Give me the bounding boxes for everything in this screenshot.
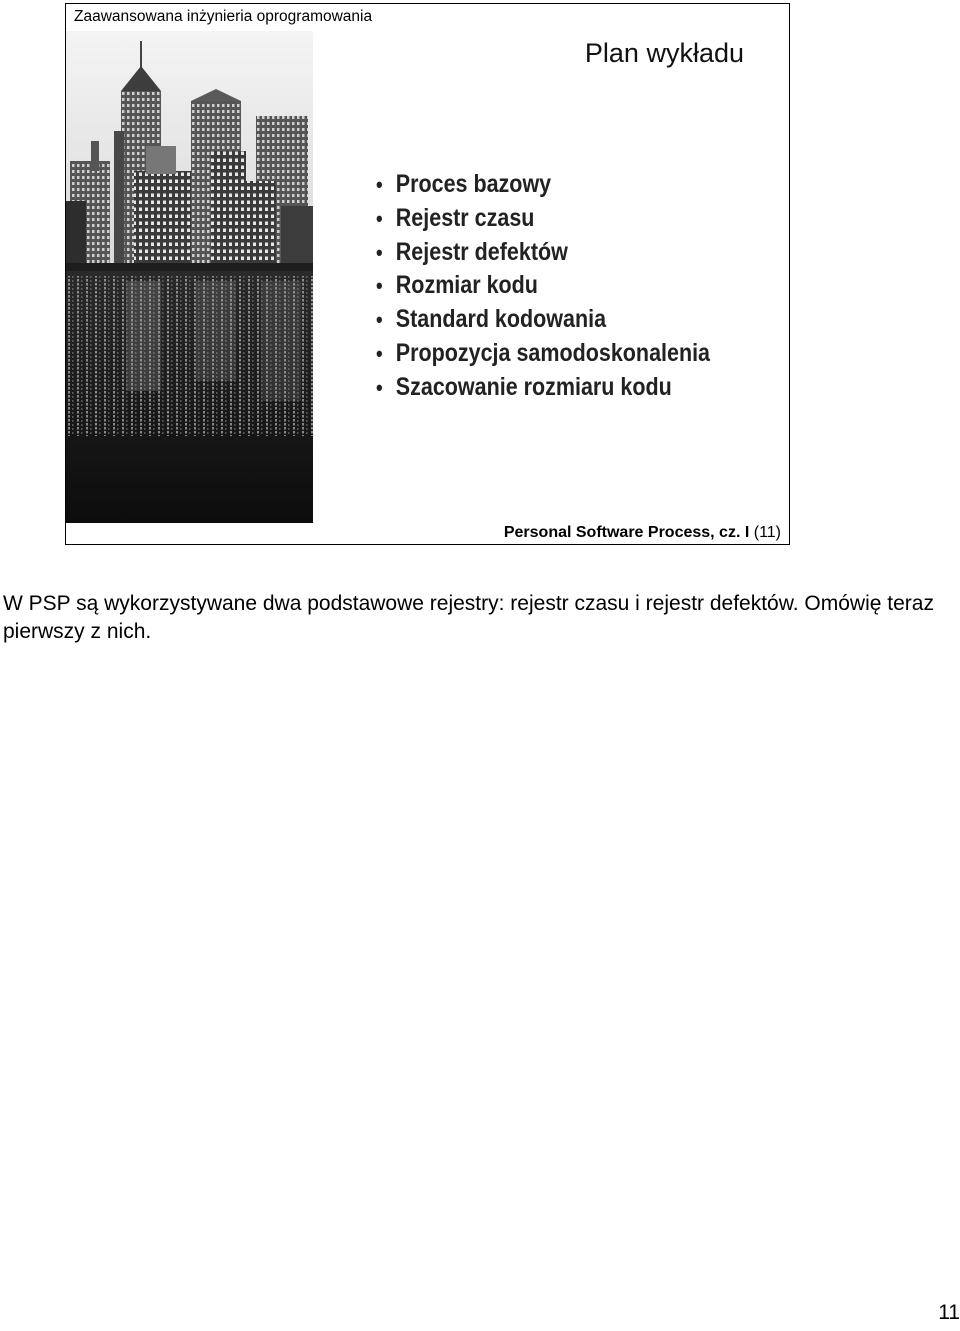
footer-slide-number: (11): [753, 524, 781, 541]
agenda-item: • Rejestr czasu: [376, 202, 710, 236]
slide-footer: [504, 524, 781, 542]
agenda-item: • Proces bazowy: [376, 168, 710, 202]
lecture-note: W PSP są wykorzystywane dwa podstawowe rejestry: rejestr czasu i rejestr defektów. Omówię teraz pierwszy z nich.: [3, 592, 934, 643]
slide: [65, 3, 790, 545]
agenda-list: [376, 168, 764, 405]
course-title: Zaawansowana inżynieria oprogramowania: [74, 8, 373, 25]
lecture-title: Plan wykładu: [584, 38, 744, 68]
agenda-item: • Rozmiar kodu: [376, 269, 710, 303]
footer-course-part: Personal Software Process, cz. I: [503, 524, 750, 541]
agenda-item: • Szacowanie rozmiaru kodu: [376, 371, 710, 405]
agenda-item: • Standard kodowania: [376, 303, 710, 337]
agenda-item: • Rejestr defektów: [376, 236, 710, 270]
agenda-item: • Propozycja samodoskonalenia: [376, 337, 710, 371]
page-number: 11: [938, 1301, 960, 1324]
city-skyline-photo: [66, 31, 313, 523]
